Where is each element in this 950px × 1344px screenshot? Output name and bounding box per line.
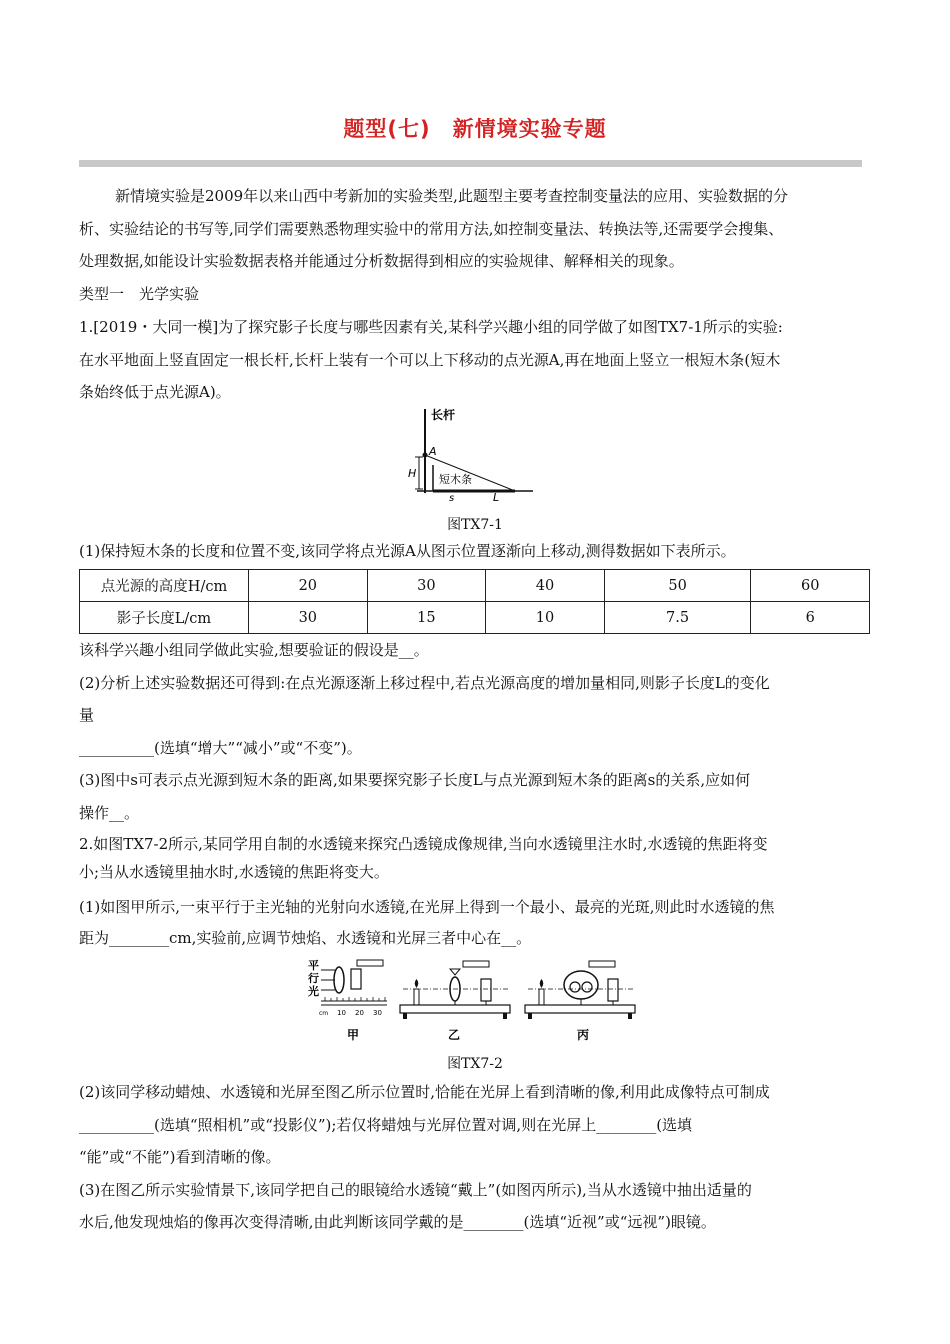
table-cell: 60	[751, 570, 870, 602]
q2-part2-line-3: “能”或“不能”)看到清晰的像。	[79, 1148, 281, 1166]
figure-shadow-experiment	[405, 405, 540, 505]
q2-part3-line-1: (3)在图乙所示实验情景下,该同学把自己的眼镜给水透镜“戴上”(如图丙所示),当从水透镜中抽出适量的	[79, 1181, 752, 1199]
q1-part1: (1)保持短木条的长度和位置不变,该同学将点光源A从图示位置逐渐向上移动,测得数据如下表所示。	[79, 542, 736, 560]
label-s: s	[449, 493, 455, 504]
label-yi: 乙	[448, 1028, 461, 1042]
page-title: 题型(七) 新情境实验专题	[343, 117, 607, 141]
q1-line-3: 条始终低于点光源A)。	[79, 383, 231, 401]
table-cell: 50	[604, 570, 751, 602]
intro-line-1: 新情境实验是2009年以来山西中考新加的实验类型,此题型主要考查控制变量法的应用、实验数据的分	[115, 187, 788, 205]
q2-part1-line-2: 距为________cm,实验前,应调节烛焰、水透镜和光屏三者中心在__。	[79, 929, 532, 947]
q1-part2-line-1: (2)分析上述实验数据还可得到:在点光源逐渐上移过程中,若点光源高度的增加量相同,则影子长度L的变化	[79, 674, 770, 692]
title-divider	[79, 160, 862, 167]
label-parallel-2: 行	[308, 972, 319, 985]
label-bing: 丙	[577, 1028, 590, 1042]
label-parallel-1: 平	[308, 959, 319, 972]
ruler-tick: 30	[373, 1009, 382, 1017]
ruler-tick: 10	[337, 1009, 346, 1017]
q1-line-2: 在水平地面上竖直固定一根长杆,长杆上装有一个可以上下移动的点光源A,再在地面上竖立一根短木条(短木	[79, 351, 781, 369]
label-L: L	[493, 491, 500, 504]
q2-part2-line-1: (2)该同学移动蜡烛、水透镜和光屏至图乙所示位置时,恰能在光屏上看到清晰的像,利用此成像特点可制成	[79, 1083, 770, 1101]
table-row	[80, 570, 870, 602]
table-row	[80, 602, 870, 634]
panel-bing	[525, 961, 635, 1042]
q2-line-2: 小;当从水透镜里抽水时,水透镜的焦距将变大。	[79, 863, 389, 881]
ruler-unit: cm	[319, 1010, 329, 1017]
table-cell: 40	[486, 570, 605, 602]
table-cell: 20	[249, 570, 368, 602]
figure-1-caption: 图TX7-1	[447, 517, 503, 533]
table-cell: 6	[751, 602, 870, 634]
table-cell: 10	[486, 602, 605, 634]
figure-water-lens	[305, 955, 645, 1045]
section-heading: 类型一 光学实验	[79, 285, 200, 303]
label-A: A	[429, 445, 437, 458]
q1-part2-line-2: 量	[79, 706, 95, 724]
table-cell: 7.5	[604, 602, 751, 634]
ruler-tick: 20	[355, 1009, 364, 1017]
q1-part1-question: 该科学兴趣小组同学做此实验,想要验证的假设是__。	[79, 641, 429, 659]
label-pole: 长杆	[431, 408, 456, 422]
label-H: H	[408, 467, 417, 480]
table-row-label: 影子长度L/cm	[80, 602, 249, 634]
panel-yi	[400, 961, 510, 1042]
q2-part1-line-1: (1)如图甲所示,一束平行于主光轴的光射向水透镜,在光屏上得到一个最小、最亮的光斑,则此时水透镜的焦	[79, 898, 775, 916]
table-cell: 15	[367, 602, 486, 634]
q2-line-1: 2.如图TX7-2所示,某同学用自制的水透镜来探究凸透镜成像规律,当向水透镜里注水时,水透镜的焦距将变	[79, 835, 768, 853]
figure-2-caption: 图TX7-2	[447, 1056, 503, 1072]
q1-line-1: 1.[2019・大同一模]为了探究影子长度与哪些因素有关,某科学兴趣小组的同学做了如图TX7-1所示的实验:	[79, 318, 783, 336]
table-row-label: 点光源的高度H/cm	[80, 570, 249, 602]
table-cell: 30	[249, 602, 368, 634]
q2-part2-line-2: __________(选填“照相机”或“投影仪”);若仅将蜡烛与光屏位置对调,则在光屏上________(选填	[79, 1116, 693, 1134]
q1-part3-line-2: 操作__。	[79, 804, 140, 822]
q2-part3-line-2: 水后,他发现烛焰的像再次变得清晰,由此判断该同学戴的是________(选填“近视”或“远视”)眼镜。	[79, 1213, 716, 1231]
data-table	[79, 569, 870, 634]
table-cell: 30	[367, 570, 486, 602]
label-jia: 甲	[347, 1028, 360, 1042]
label-parallel-3: 光	[308, 985, 319, 998]
panel-jia	[308, 958, 387, 1042]
intro-line-2: 析、实验结论的书写等,同学们需要熟悉物理实验中的常用方法,如控制变量法、转换法等,还需要学会搜集、	[79, 220, 784, 238]
q1-part2-line-3: __________(选填“增大”“减小”或“不变”)。	[79, 739, 362, 757]
q1-part3-line-1: (3)图中s可表示点光源到短木条的距离,如果要探究影子长度L与点光源到短木条的距离s的关系,应如何	[79, 771, 751, 789]
intro-line-3: 处理数据,如能设计实验数据表格并能通过分析数据得到相应的实验规律、解释相关的现象。	[79, 252, 684, 270]
label-stick: 短木条	[439, 473, 472, 486]
